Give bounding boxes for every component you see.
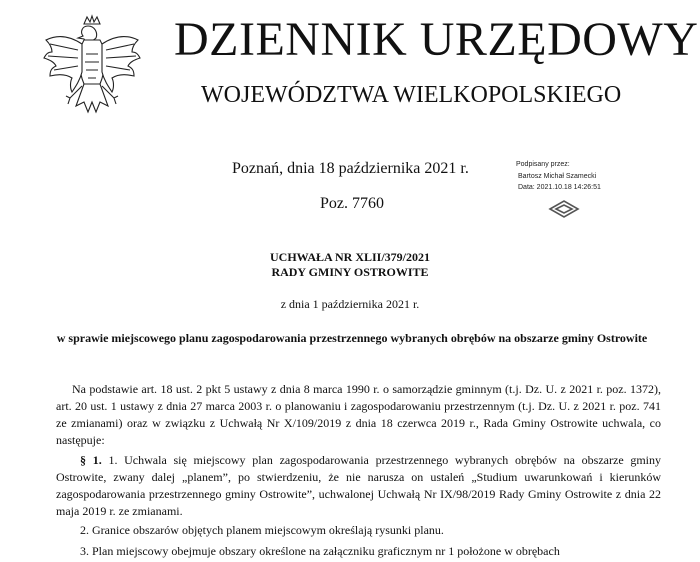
publication-date: Poznań, dnia 18 października 2021 r.	[232, 160, 469, 177]
digital-signature-icon	[546, 198, 582, 220]
section-1-paragraph	[56, 452, 661, 520]
resolution-subject: w sprawie miejscowego planu zagospodarowania przestrzennego wybranych obrębów na obszarze gminy Ostrowite	[56, 331, 648, 345]
signature-date: Data: 2021.10.18 14:26:51	[518, 184, 601, 191]
position-number: Poz. 7760	[320, 195, 384, 212]
resolution-date: z dnia 1 października 2021 r.	[280, 297, 420, 311]
point-2-paragraph: 2. Granice obszarów objętych planem miejscowym określają rysunki planu.	[80, 523, 444, 537]
resolution-number: UCHWAŁA NR XLII/379/2021	[269, 250, 431, 264]
signer-name: Bartosz Michał Szamecki	[518, 173, 597, 180]
point-3-paragraph: 3. Plan miejscowy obejmuje obszary określone na załączniku graficznym nr 1 położone w obrębach	[80, 544, 560, 558]
signature-label: Podpisany przez:	[516, 161, 570, 168]
preamble-paragraph: Na podstawie art. 18 ust. 2 pkt 5 ustawy z dnia 8 marca 1990 r. o samorządzie gminnym (t.j. Dz. U. z 2021 r. poz. 1372), art. 20 ust. 1 ustawy z dnia 27 marca 2003 r. o planowaniu i zagospodarowaniu przestrzennym (t.j. Dz. U. z 2021 r. poz. 741 ze zmianami) oraz w związku z Uchwałą Nr X/109/2019 z dnia 18 czerwca 2019 r., Rada Gminy Ostrowite uchwala, co następuje:	[56, 382, 661, 447]
section-1-text: 1. Uchwala się miejscowy plan zagospodarowania przestrzennego wybranych obrębów na obszarze gminy Ostrowite, zwany dalej „planem”, po stwierdzeniu, że nie narusza on ustaleń „Studium uwarunkowań i kierunków zagospodarowania przestrzennego gminy Ostrowite”, uchwalonej Uchwałą Nr IX/98/2019 Rady Gminy Ostrowite z dnia 22 maja 2019 r. ze zmianami.	[56, 453, 662, 518]
digital-signature-block	[516, 160, 696, 208]
resolution-body: RADY GMINY OSTROWITE	[271, 265, 429, 279]
journal-subtitle: WOJEWÓDZTWA WIELKOPOLSKIEGO	[201, 82, 622, 108]
polish-eagle-emblem-icon	[40, 14, 144, 126]
section-1-label: § 1.	[80, 453, 102, 467]
journal-title: DZIENNIK URZĘDOWY	[174, 13, 699, 66]
